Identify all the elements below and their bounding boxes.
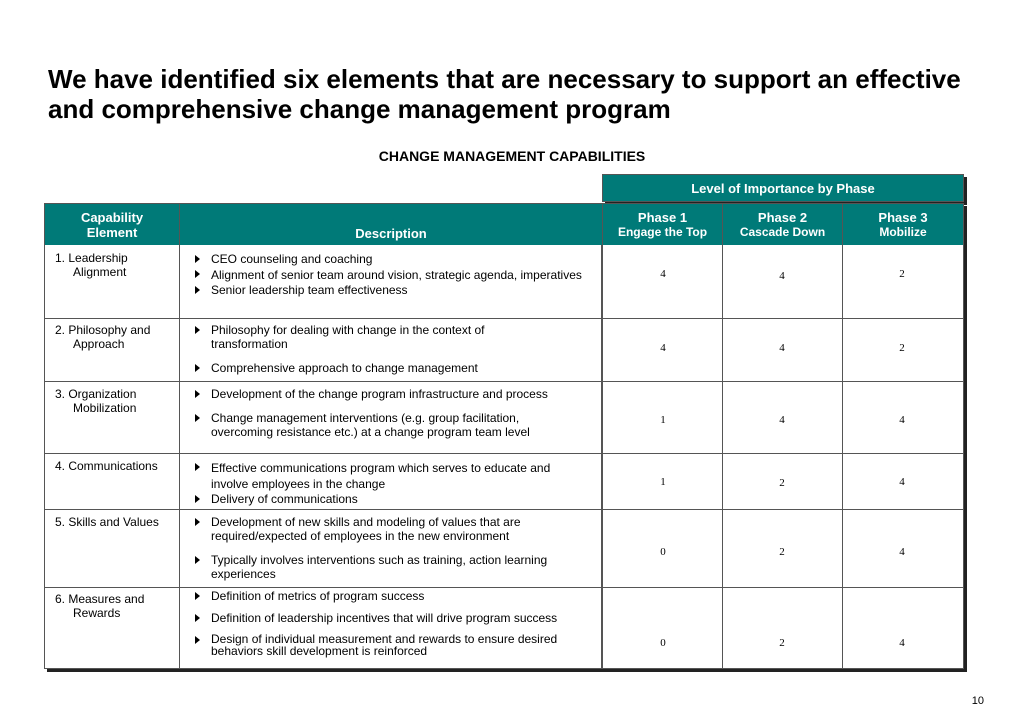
rating-cell: 2 <box>779 477 785 489</box>
rating-cell: 0 <box>660 637 666 649</box>
capability-philosophy-approach: 2. Philosophy and Approach <box>55 323 151 351</box>
rating-cell: 2 <box>899 268 905 280</box>
slide-title: We have identified six elements that are necessary to support an effective and comprehensive change management program <box>48 64 961 124</box>
capability-header: Capability Element <box>45 204 179 245</box>
bullet-item: Change management interventions (e.g. group facilitation, overcoming resistance etc.) at a change program team level <box>191 411 563 439</box>
capability-leadership-alignment: 1. Leadership Alignment <box>55 251 128 279</box>
rating-cell: 4 <box>660 342 666 354</box>
rating-cell: 4 <box>779 270 785 282</box>
capability-skills-values: 5. Skills and Values <box>55 515 159 529</box>
row-divider <box>603 509 963 510</box>
capability-organization-mobilization: 3. Organization Mobilization <box>55 387 137 415</box>
row-divider <box>603 381 963 382</box>
column-divider <box>179 204 180 668</box>
rating-cell: 4 <box>779 414 785 426</box>
rating-cell: 4 <box>660 268 666 280</box>
rating-cell: 0 <box>660 546 666 558</box>
bullet-item: Definition of metrics of program success <box>191 589 596 603</box>
description-organization-mobilization <box>191 387 596 439</box>
bullet-item: Design of individual measurement and rewards to ensure desired behaviors skill development is reinforced <box>191 633 581 657</box>
phase-2-header: Phase 2 Cascade Down <box>723 204 842 245</box>
rating-cell: 4 <box>779 342 785 354</box>
description-philosophy-approach <box>191 323 596 375</box>
row-divider <box>603 453 963 454</box>
bullet-item: Development of new skills and modeling of values that are required/expected of employees in the new environment <box>191 515 553 543</box>
bullet-item: Definition of leadership incentives that will drive program success <box>191 611 596 625</box>
page-number: 10 <box>971 695 984 707</box>
rating-cell: 4 <box>899 476 905 488</box>
capability-measures-rewards: 6. Measures and Rewards <box>55 592 145 620</box>
rating-cell: 2 <box>779 637 785 649</box>
bullet-item: Typically involves interventions such as training, action learning experiences <box>191 553 576 581</box>
level-of-importance-header: Level of Importance by Phase <box>602 174 964 202</box>
bullet-item: Development of the change program infrastructure and process <box>191 387 596 401</box>
rating-cell: 1 <box>660 414 666 426</box>
bullet-item: Senior leadership team effectiveness <box>191 283 596 297</box>
rating-cell: 4 <box>899 414 905 426</box>
rating-cell: 2 <box>779 546 785 558</box>
capability-communications: 4. Communications <box>55 459 158 473</box>
bullet-item: Philosophy for dealing with change in the context of transformation <box>191 323 521 351</box>
rating-cell: 2 <box>899 342 905 354</box>
bullet-item: Effective communications program which serves to educate and involve employees in the change <box>191 460 586 492</box>
row-divider <box>45 509 601 510</box>
importance-table <box>602 203 964 669</box>
phase-3-header: Phase 3 Mobilize <box>843 204 963 245</box>
description-skills-values <box>191 515 596 581</box>
row-divider <box>603 587 963 588</box>
rating-cell: 1 <box>660 476 666 488</box>
bullet-item: Delivery of communications <box>191 492 596 506</box>
row-divider <box>45 587 601 588</box>
table-caption: CHANGE MANAGEMENT CAPABILITIES <box>378 148 646 164</box>
rating-cell: 4 <box>899 637 905 649</box>
description-leadership-alignment <box>191 252 596 297</box>
rating-cell: 4 <box>899 546 905 558</box>
row-divider <box>45 453 601 454</box>
row-divider <box>603 318 963 319</box>
description-header: Description <box>180 204 602 245</box>
description-measures-rewards <box>191 589 596 657</box>
phase-1-header: Phase 1 Engage the Top <box>603 204 722 245</box>
bullet-item: Comprehensive approach to change management <box>191 361 596 375</box>
bullet-item: Alignment of senior team around vision, strategic agenda, imperatives <box>191 267 596 283</box>
row-divider <box>45 381 601 382</box>
capability-table <box>44 203 602 669</box>
description-communications <box>191 460 596 506</box>
row-divider <box>45 318 601 319</box>
bullet-item: CEO counseling and coaching <box>191 252 596 266</box>
